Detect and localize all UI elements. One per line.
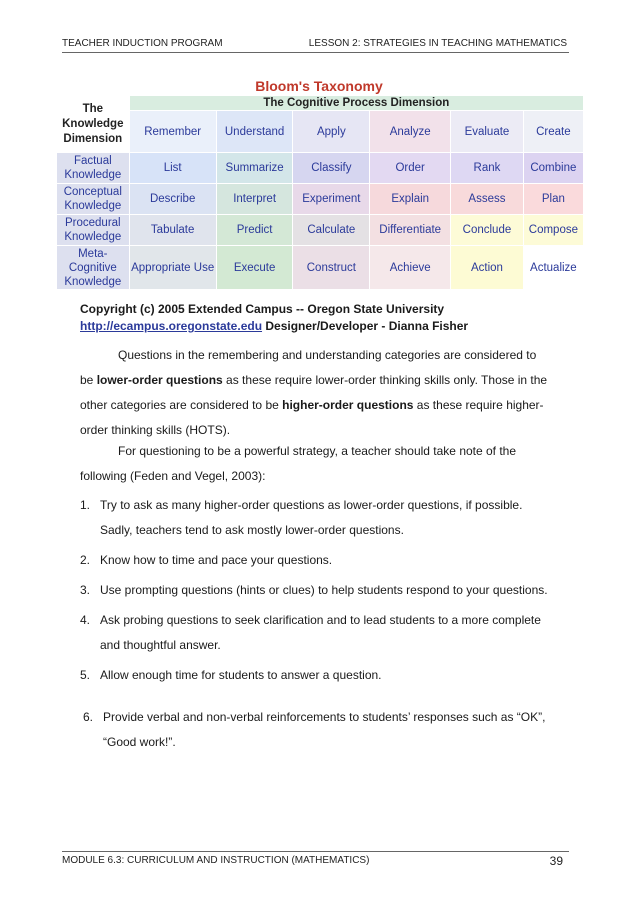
process-analyze: Analyze [370,111,451,153]
strategy-list [80,493,550,755]
table-cell: Plan [523,184,583,215]
list-number: 6. [83,710,94,724]
list-number: 2. [80,553,91,567]
list-item [80,493,550,543]
process-evaluate: Evaluate [451,111,524,153]
table-cell: Execute [216,246,293,290]
list-text: Know how to time and pace your questions. [100,553,333,567]
knowledge-meta-cognitive: Meta-Cognitive Knowledge [57,246,130,290]
list-item [80,663,550,688]
list-text: Try to ask as many higher-order questions as lower-order questions, if possible. Sadly, teachers tend to ask mostly lower-order questions. [100,498,523,537]
knowledge-factual: Factual Knowledge [57,153,130,184]
table-cell: Classify [293,153,370,184]
knowledge-procedural: Procedural Knowledge [57,215,130,246]
lower-order-term: lower-order questions [96,373,223,387]
table-row [57,246,584,290]
footer-module: MODULE 6.3: CURRICULUM AND INSTRUCTION (MATHEMATICS) [62,855,370,866]
higher-order-term: higher-order questions [282,398,414,412]
table-cell: Order [370,153,451,184]
table-cell: Differentiate [370,215,451,246]
list-item [80,608,550,658]
copyright-line: Copyright (c) 2005 Extended Campus -- Oregon State University [80,302,445,316]
table-cell: Achieve [370,246,451,290]
header-lesson: LESSON 2: STRATEGIES IN TEACHING MATHEMATICS [308,38,567,49]
table-cell: Conclude [451,215,524,246]
paragraph-text: Questions in the remembering and understanding categories are considered to be [80,348,537,387]
table-cell: Compose [523,215,583,246]
ecampus-link[interactable]: http://ecampus.oregonstate.edu [80,319,263,333]
list-text: Allow enough time for students to answer a question. [100,668,382,682]
page-header [62,38,569,53]
copyright-block [80,301,468,335]
table-row [57,215,584,246]
list-text: Provide verbal and non-verbal reinforcements to students’ responses such as “OK”, “Good work!”. [103,710,546,749]
table-cell: Predict [216,215,293,246]
page-footer [62,851,569,868]
knowledge-conceptual: Conceptual Knowledge [57,184,130,215]
paragraph-text: as these require lower-order thinking skills only. Those in the other categories are considered to be [80,373,548,412]
table-row [57,153,584,184]
list-number: 5. [80,668,91,682]
list-item [80,578,550,603]
table-cell: Summarize [216,153,293,184]
header-program: TEACHER INDUCTION PROGRAM [62,38,223,49]
process-create: Create [523,111,583,153]
list-text: Ask probing questions to seek clarification and to lead students to a more complete and thoughtful answer. [100,613,541,652]
cognitive-process-header: The Cognitive Process Dimension [129,96,583,111]
table-cell: Actualize [523,246,583,290]
table-cell: Assess [451,184,524,215]
designer-credit: Designer/Developer - Dianna Fisher [262,319,469,333]
list-number: 1. [80,498,91,512]
table-cell: Action [451,246,524,290]
table-cell: Combine [523,153,583,184]
process-apply: Apply [293,111,370,153]
table-cell: List [129,153,216,184]
table-cell: Calculate [293,215,370,246]
table-cell: Explain [370,184,451,215]
list-number: 4. [80,613,91,627]
process-understand: Understand [216,111,293,153]
list-item [80,548,550,573]
list-text: Use prompting questions (hints or clues) to help students respond to your questions. [100,583,548,597]
table-cell: Rank [451,153,524,184]
table-cell: Appropriate Use [129,246,216,290]
list-item [83,705,550,755]
page-number: 39 [549,854,563,868]
blooms-taxonomy-table [56,95,584,290]
table-cell: Construct [293,246,370,290]
knowledge-dimension-header: The Knowledge Dimension [57,96,130,153]
paragraph-text: as these require higher-order thinking skills (HOTS). [80,398,544,437]
list-number: 3. [80,583,91,597]
table-cell: Tabulate [129,215,216,246]
table-cell: Experiment [293,184,370,215]
process-remember: Remember [129,111,216,153]
table-row [57,184,584,215]
table-cell: Interpret [216,184,293,215]
page-title: Bloom's Taxonomy [255,78,383,94]
paragraph-questioning-strategy: For questioning to be a powerful strategy, a teacher should take note of the following (Feden and Vegel, 2003): [80,444,517,483]
table-cell: Describe [129,184,216,215]
paragraph-question-categories [80,343,550,443]
